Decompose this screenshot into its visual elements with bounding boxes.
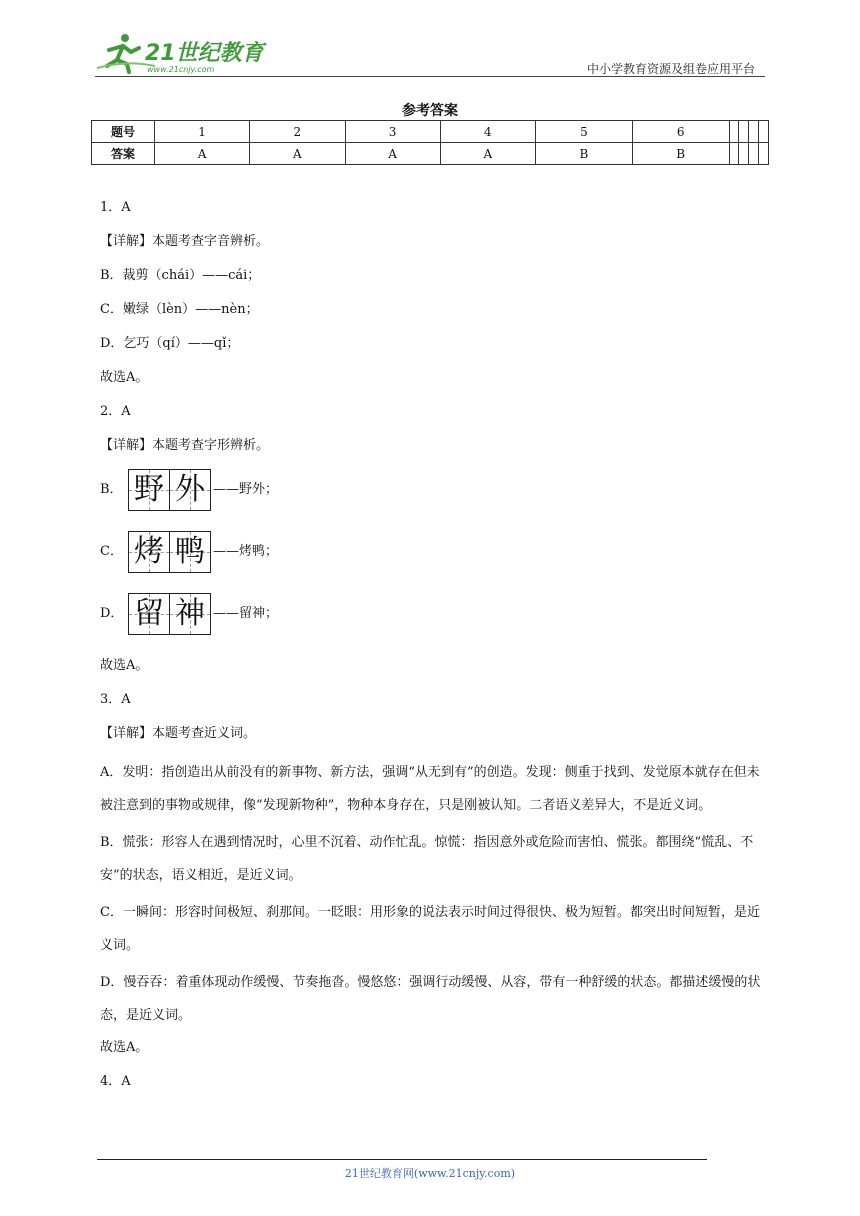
q1-conclusion: 故选A。: [100, 370, 149, 385]
q1-option-d: D．乞巧（qí）——qǐ；: [100, 336, 240, 351]
option-label: D．: [100, 606, 124, 621]
site-logo: [95, 30, 295, 76]
q3-detail: 【详解】本题考查近义词。: [100, 726, 257, 741]
q2-option-d: [100, 592, 765, 636]
q2-option-b: [100, 468, 765, 512]
q1-option-c: C．嫩绿（lèn）——nèn；: [100, 302, 259, 317]
header-divider: [95, 76, 765, 77]
q2-conclusion: 故选A。: [100, 658, 149, 673]
q2-option-c: [100, 530, 765, 574]
q3-option-a: A．发明：指创造出从前没有的新事物、新方法，强调“从无到有”的创造。发现：侧重于找到、发觉原本就存在但未被注意到的事物或规律，像“发现新物种”，物种本身存在，只是刚被认知。二者语义差异大，不是近义词。: [100, 765, 760, 813]
tianzige-grid: [128, 593, 211, 635]
grid-cell: [170, 532, 210, 572]
q3-option-b: B．慌张：形容人在遇到情况时，心里不沉着、动作忙乱。惊慌：指因意外或危险而害怕、慌张。都围绕“慌乱、不安”的状态，语义相近，是近义词。: [100, 835, 754, 883]
q2-detail: 【详解】本题考查字形辨析。: [100, 438, 270, 453]
table-cell: [759, 143, 769, 165]
footer-text: 21世纪教育网(www.21cnjy.com): [344, 1167, 516, 1180]
table-cell: 2: [250, 121, 345, 143]
table-cell: A: [440, 143, 535, 165]
table-cell: B: [632, 143, 729, 165]
table-cell: [749, 121, 759, 143]
tianzige-grid: [128, 469, 211, 511]
table-cell: 3: [345, 121, 440, 143]
table-cell: [749, 143, 759, 165]
option-label: B．: [100, 482, 123, 497]
row-label-number: 题号: [92, 121, 155, 143]
page-header: [95, 30, 765, 78]
table-cell: A: [250, 143, 345, 165]
grid-cell: [129, 594, 170, 634]
grid-char: 神: [175, 596, 205, 631]
q3-number: 3．A: [100, 692, 131, 707]
table-cell: B: [536, 143, 633, 165]
q1-detail: 【详解】本题考查字音辨析。: [100, 234, 270, 249]
grid-char: 野: [134, 472, 164, 507]
table-cell: 4: [440, 121, 535, 143]
table-row: [92, 121, 769, 143]
page-title: 参考答案: [402, 103, 458, 119]
option-text: ——野外；: [213, 482, 279, 497]
grid-cell: [170, 470, 210, 510]
table-cell: [739, 121, 749, 143]
grid-cell: [129, 532, 170, 572]
table-cell: A: [345, 143, 440, 165]
q2-number: 2．A: [100, 404, 131, 419]
table-cell: 5: [536, 121, 633, 143]
table-cell: A: [155, 143, 250, 165]
answer-explanations: [100, 196, 765, 1104]
grid-char: 鸭: [175, 534, 205, 569]
q4-number: 4．A: [100, 1074, 131, 1089]
table-cell: [759, 121, 769, 143]
tianzige-grid: [128, 531, 211, 573]
q3-option-d: D．慢吞吞：着重体现动作缓慢、节奏拖沓。慢悠悠：强调行动缓慢、从容，带有一种舒缓的状态。都描述缓慢的状态，是近义词。: [100, 975, 761, 1023]
table-cell: [739, 143, 749, 165]
q1-number: 1．A: [100, 200, 131, 215]
q3-option-c: C．一瞬间：形容时间极短、刹那间。一眨眼：用形象的说法表示时间过得很快、极为短暂。都突出时间短暂，是近义词。: [100, 905, 760, 953]
grid-char: 烤: [134, 534, 164, 569]
grid-char: 留: [134, 596, 164, 631]
table-row: [92, 143, 769, 165]
option-text: ——烤鸭；: [213, 544, 279, 559]
table-cell: 6: [632, 121, 729, 143]
table-cell: [729, 143, 739, 165]
table-cell: 1: [155, 121, 250, 143]
grid-cell: [129, 470, 170, 510]
q1-option-b: B．裁剪（chái）——cái；: [100, 268, 261, 283]
logo-url-text: www.21cnjy.com: [147, 65, 215, 74]
q3-conclusion: 故选A。: [100, 1040, 149, 1055]
grid-cell: [170, 594, 210, 634]
grid-char: 外: [175, 472, 205, 507]
option-text: ——留神；: [213, 606, 279, 621]
footer-divider: [97, 1159, 707, 1160]
table-cell: [729, 121, 739, 143]
option-label: C．: [100, 544, 123, 559]
platform-name: 中小学教育资源及组卷应用平台: [586, 62, 755, 76]
answer-table: [91, 120, 769, 165]
logo-text: 21世纪教育: [145, 41, 264, 66]
row-label-answer: 答案: [92, 143, 155, 165]
